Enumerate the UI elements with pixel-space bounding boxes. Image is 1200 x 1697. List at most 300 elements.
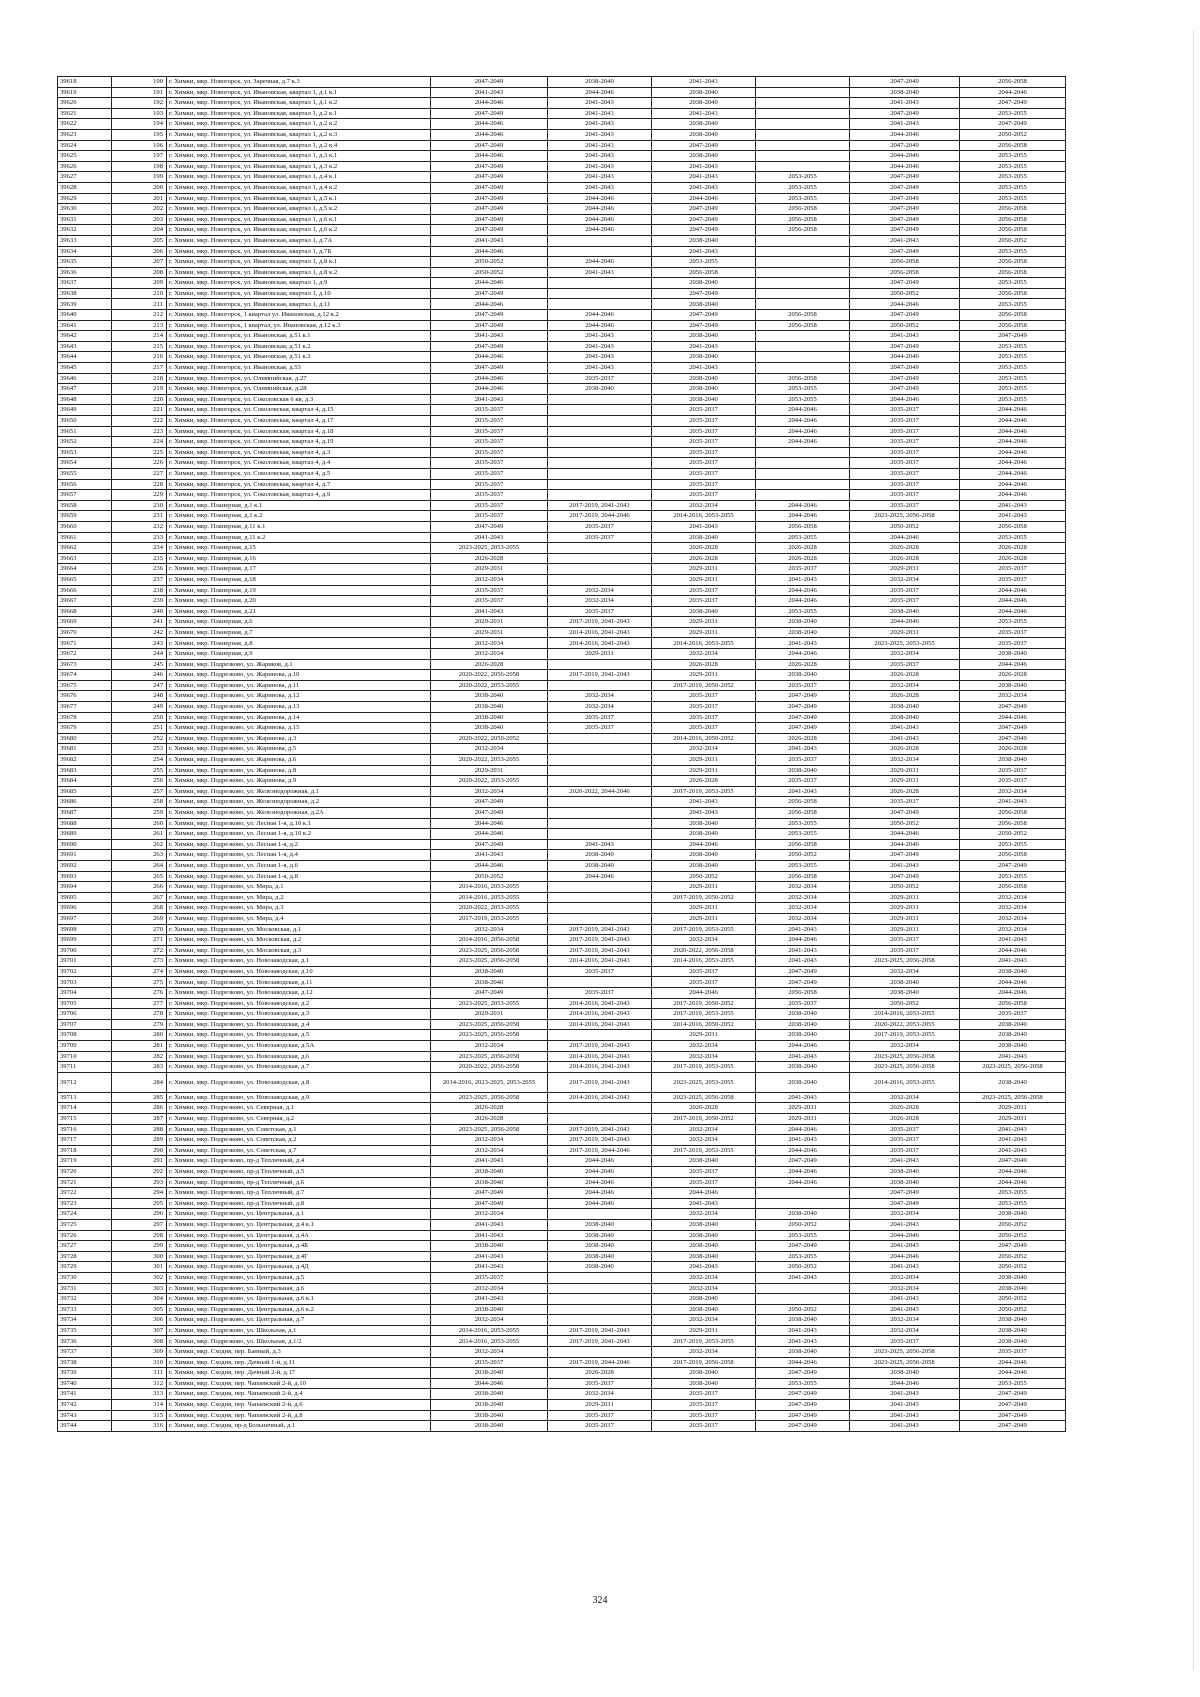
period-1-cell: 2047-2049 [431,797,548,808]
period-4-cell: 2041-2043 [756,1336,850,1347]
address-cell: г. Химки, мкр. Подрезково, ул. Жаринова, д.6 [167,755,431,766]
period-2-cell: 2044-2046 [548,871,652,882]
period-4-cell [756,108,850,119]
period-5-cell: 2032-2034 [850,1209,960,1220]
period-5-cell: 2023-2025, 2053-2055 [850,638,960,649]
period-3-cell: 2032-2034 [652,649,756,660]
period-6-cell: 2041-2043 [960,500,1066,511]
period-1-cell: 2041-2043 [431,850,548,861]
period-5-cell: 2032-2034 [850,1325,960,1336]
period-4-cell: 2050-2052 [756,1262,850,1273]
table-row [58,776,1066,787]
period-4-cell [756,257,850,268]
period-5-cell: 2032-2034 [850,680,960,691]
period-2-cell: 2032-2034 [548,585,652,596]
row-id-cell: 39712 [58,1072,112,1092]
period-5-cell: 2038-2040 [850,702,960,713]
period-6-cell: 2053-2055 [960,617,1066,628]
period-5-cell: 2047-2049 [850,204,960,215]
row-number-cell: 192 [112,98,167,109]
period-5-cell: 2047-2049 [850,373,960,384]
address-cell: г. Химки, мкр. Новогорск, ул. Ивановская, квартал 1, д.11 [167,299,431,310]
row-number-cell: 275 [112,977,167,988]
period-2-cell [548,818,652,829]
period-3-cell: 2032-2034 [652,1283,756,1294]
period-4-cell: 2044-2046 [756,935,850,946]
row-id-cell: 39675 [58,680,112,691]
address-cell: г. Химки, мкр. Подрезково, ул. Лесная 1-я, д.8 [167,871,431,882]
address-cell: г. Химки, мкр. Сходня, пер. Чапаевский 2-й, д.6 [167,1400,431,1411]
period-2-cell [548,490,652,501]
row-number-cell: 197 [112,151,167,162]
table-row [58,405,1066,416]
row-id-cell: 39735 [58,1325,112,1336]
period-3-cell: 2035-2037 [652,1166,756,1177]
period-5-cell: 2038-2040 [850,1368,960,1379]
page-number: 324 [592,1595,608,1606]
row-number-cell: 237 [112,574,167,585]
period-2-cell: 2017-2019, 2044-2046 [548,511,652,522]
period-2-cell [548,543,652,554]
row-number-cell: 301 [112,1262,167,1273]
period-2-cell: 2038-2040 [548,850,652,861]
row-id-cell: 39626 [58,161,112,172]
address-cell: г. Химки, мкр. Подрезково, ул. Центральная, д.4 к.1 [167,1219,431,1230]
address-cell: г. Химки, мкр. Планерная, д.1 к.1 [167,500,431,511]
period-5-cell: 2050-2052 [850,521,960,532]
row-id-cell: 39633 [58,235,112,246]
period-3-cell: 2035-2037 [652,437,756,448]
period-5-cell: 2035-2037 [850,659,960,670]
address-cell: г. Химки, мкр. Подрезково, ул. Лесная 1-я, д.6 [167,860,431,871]
period-3-cell: 2017-2019, 2053-2055 [652,1145,756,1156]
row-id-cell: 39650 [58,416,112,427]
period-5-cell: 2029-2031 [850,564,960,575]
period-5-cell: 2044-2046 [850,617,960,628]
row-number-cell: 291 [112,1156,167,1167]
row-number-cell: 312 [112,1378,167,1389]
row-id-cell: 39674 [58,670,112,681]
period-6-cell: 2038-2040 [960,755,1066,766]
row-id-cell: 39619 [58,87,112,98]
table-row [58,394,1066,405]
period-4-cell: 2038-2040 [756,617,850,628]
table-row [58,172,1066,183]
period-1-cell: 2020-2022, 2053-2055 [431,903,548,914]
period-5-cell: 2047-2049 [850,77,960,88]
period-6-cell: 2047-2049 [960,702,1066,713]
period-3-cell: 2044-2046 [652,988,756,999]
address-cell: г. Химки, мкр. Подрезково, ул. Лесная 1-я, д.10 к.2 [167,829,431,840]
table-row [58,331,1066,342]
row-id-cell: 39733 [58,1304,112,1315]
period-4-cell [756,87,850,98]
row-id-cell: 39665 [58,574,112,585]
period-6-cell: 2053-2055 [960,352,1066,363]
table-row [58,363,1066,374]
period-3-cell: 2032-2034 [652,935,756,946]
table-row [58,1357,1066,1368]
period-2-cell: 2014-2016, 2041-2043 [548,1062,652,1073]
period-6-cell: 2026-2028 [960,744,1066,755]
period-4-cell: 2056-2058 [756,839,850,850]
period-1-cell: 2038-2040 [431,1368,548,1379]
period-2-cell [548,1304,652,1315]
address-cell: г. Химки, мкр. Подрезково, ул. Центральная, д.4Г [167,1251,431,1262]
period-3-cell: 2032-2034 [652,1124,756,1135]
period-5-cell: 2047-2049 [850,850,960,861]
period-6-cell: 2053-2055 [960,161,1066,172]
address-cell: г. Химки, мкр. Подрезково, ул. Жаринова, д.5 [167,744,431,755]
row-id-cell: 39720 [58,1166,112,1177]
period-3-cell: 2029-2031 [652,1030,756,1041]
period-2-cell: 2035-2037 [548,606,652,617]
period-6-cell: 2041-2043 [960,1135,1066,1146]
period-3-cell: 2035-2037 [652,1400,756,1411]
row-id-cell: 39683 [58,765,112,776]
address-cell: г. Химки, мкр. Новогорск, ул. Ивановская, квартал 1, д.1 к.1 [167,87,431,98]
address-cell: г. Химки, мкр. Новогорск, ул. Ивановская, квартал 1, д.2 к.4 [167,140,431,151]
row-id-cell: 39741 [58,1389,112,1400]
address-cell: г. Химки, мкр. Подрезково, ул. Центральная, д.4Б [167,1241,431,1252]
period-6-cell: 2047-2049 [960,119,1066,130]
period-2-cell [548,458,652,469]
address-cell: г. Химки, мкр. Новогорск, ул. Ивановская, квартал 1, д.4 к.2 [167,182,431,193]
period-5-cell: 2047-2049 [850,807,960,818]
period-1-cell: 2035-2037 [431,511,548,522]
period-2-cell [548,426,652,437]
row-id-cell: 39710 [58,1051,112,1062]
period-2-cell [548,659,652,670]
period-1-cell: 2032-2034 [431,1347,548,1358]
period-3-cell: 2035-2037 [652,691,756,702]
period-3-cell: 2020-2022, 2056-2058 [652,945,756,956]
period-3-cell: 2029-2031 [652,913,756,924]
period-2-cell: 2044-2046 [548,1156,652,1167]
row-id-cell: 39687 [58,807,112,818]
period-4-cell: 2044-2046 [756,416,850,427]
table-row [58,161,1066,172]
period-4-cell: 2053-2055 [756,1230,850,1241]
table-row [58,1325,1066,1336]
period-4-cell: 2050-2052 [756,1304,850,1315]
row-number-cell: 220 [112,394,167,405]
period-6-cell: 2038-2040 [960,1019,1066,1030]
period-5-cell: 2038-2040 [850,712,960,723]
period-3-cell: 2044-2046 [652,839,756,850]
row-id-cell: 39684 [58,776,112,787]
address-cell: г. Химки, мкр. Подрезково, ул. Новозаводская, д.6 [167,1051,431,1062]
period-2-cell: 2029-2031 [548,649,652,660]
period-5-cell: 2050-2052 [850,998,960,1009]
period-3-cell: 2041-2043 [652,797,756,808]
period-4-cell: 2038-2040 [756,1315,850,1326]
table-row [58,691,1066,702]
period-1-cell: 2050-2052 [431,871,548,882]
row-number-cell: 306 [112,1315,167,1326]
row-id-cell: 39732 [58,1294,112,1305]
period-2-cell: 2017-2019, 2044-2046 [548,1145,652,1156]
row-number-cell: 270 [112,924,167,935]
period-4-cell [756,341,850,352]
table-row [58,1019,1066,1030]
period-4-cell: 2041-2043 [756,924,850,935]
address-cell: г. Химки, мкр. Новогорск, ул. Ивановская, квартал 1, д.4 к.1 [167,172,431,183]
period-2-cell: 2041-2043 [548,172,652,183]
document-page [57,76,1065,1432]
row-id-cell: 39630 [58,204,112,215]
period-6-cell: 2038-2040 [960,649,1066,660]
period-2-cell: 2014-2016, 2041-2043 [548,1051,652,1062]
period-2-cell: 2014-2016, 2041-2043 [548,998,652,1009]
period-2-cell: 2038-2040 [548,1262,652,1273]
period-5-cell: 2029-2031 [850,924,960,935]
address-cell: г. Химки, мкр. Сходня, пер. Банный, д.3 [167,1347,431,1358]
row-number-cell: 297 [112,1219,167,1230]
address-cell: г. Химки, мкр. Подрезково, ул. Северная, д.1 [167,1103,431,1114]
table-row [58,1421,1066,1432]
period-6-cell: 2041-2043 [960,511,1066,522]
address-cell: г. Химки, мкр. Новогорск, ул. Ивановская, д.51 к.3 [167,352,431,363]
period-2-cell: 2014-2016, 2041-2043 [548,1019,652,1030]
row-number-cell: 210 [112,288,167,299]
period-5-cell: 2050-2052 [850,288,960,299]
row-id-cell: 39676 [58,691,112,702]
table-row [58,903,1066,914]
row-number-cell: 294 [112,1188,167,1199]
row-number-cell: 222 [112,416,167,427]
period-4-cell: 2041-2043 [756,638,850,649]
period-3-cell: 2035-2037 [652,977,756,988]
period-4-cell: 2038-2040 [756,1030,850,1041]
period-6-cell: 2050-2052 [960,1251,1066,1262]
period-3-cell: 2038-2040 [652,235,756,246]
period-5-cell: 2029-2031 [850,765,960,776]
period-3-cell: 2032-2034 [652,1315,756,1326]
address-cell: г. Химки, мкр. Подрезково, ул. Мира, д.1 [167,882,431,893]
period-6-cell: 2053-2055 [960,394,1066,405]
period-5-cell: 2047-2049 [850,384,960,395]
address-cell: г. Химки, мкр. Новогорск, ул. Заречная, д.7 к.3 [167,77,431,88]
period-6-cell: 2050-2052 [960,1304,1066,1315]
table-row [58,818,1066,829]
table-row [58,1198,1066,1209]
period-6-cell: 2056-2058 [960,521,1066,532]
row-number-cell: 246 [112,670,167,681]
table-row [58,1030,1066,1041]
address-cell: г. Химки, мкр. Новогорск, ул. Ивановская, квартал 1, д.7А [167,235,431,246]
row-id-cell: 39642 [58,331,112,342]
table-row [58,871,1066,882]
row-id-cell: 39686 [58,797,112,808]
row-id-cell: 39652 [58,437,112,448]
table-row [58,543,1066,554]
period-5-cell: 2023-2025, 2056-2058 [850,1062,960,1073]
period-6-cell: 2026-2028 [960,553,1066,564]
row-number-cell: 239 [112,596,167,607]
period-6-cell: 2038-2040 [960,1336,1066,1347]
period-1-cell: 2047-2049 [431,363,548,374]
row-id-cell: 39713 [58,1092,112,1103]
period-3-cell: 2038-2040 [652,394,756,405]
period-4-cell: 2044-2046 [756,585,850,596]
period-4-cell: 2044-2046 [756,437,850,448]
row-number-cell: 229 [112,490,167,501]
period-5-cell: 2014-2016, 2053-2055 [850,1009,960,1020]
row-id-cell: 39667 [58,596,112,607]
period-1-cell: 2035-2037 [431,479,548,490]
period-5-cell: 2035-2037 [850,1124,960,1135]
period-6-cell: 2056-2058 [960,310,1066,321]
address-cell: г. Химки, мкр. Планерная, д.20 [167,596,431,607]
period-5-cell: 2038-2040 [850,606,960,617]
period-4-cell: 2041-2043 [756,574,850,585]
address-cell: г. Химки, мкр. Подрезково, ул. Мира, д.3 [167,903,431,914]
period-4-cell: 2050-2052 [756,1219,850,1230]
period-4-cell: 2044-2046 [756,511,850,522]
row-number-cell: 271 [112,935,167,946]
row-id-cell: 39682 [58,755,112,766]
period-1-cell: 2044-2046 [431,1378,548,1389]
period-4-cell: 2038-2040 [756,1019,850,1030]
row-id-cell: 39707 [58,1019,112,1030]
row-id-cell: 39695 [58,892,112,903]
period-4-cell [756,77,850,88]
table-row [58,1156,1066,1167]
period-4-cell: 2035-2037 [756,776,850,787]
period-4-cell: 2047-2049 [756,1389,850,1400]
row-number-cell: 285 [112,1092,167,1103]
period-3-cell: 2038-2040 [652,1294,756,1305]
period-6-cell: 2050-2052 [960,829,1066,840]
period-2-cell: 2035-2037 [548,521,652,532]
address-cell: г. Химки, мкр. Планерная, д.8 [167,638,431,649]
table-row [58,712,1066,723]
period-4-cell [756,1283,850,1294]
period-3-cell: 2047-2049 [652,204,756,215]
row-id-cell: 39632 [58,225,112,236]
row-number-cell: 248 [112,691,167,702]
row-id-cell: 39659 [58,511,112,522]
period-2-cell [548,394,652,405]
row-id-cell: 39688 [58,818,112,829]
row-number-cell: 253 [112,744,167,755]
period-1-cell: 2038-2040 [431,702,548,713]
period-5-cell: 2032-2034 [850,1315,960,1326]
table-row [58,924,1066,935]
table-row [58,1368,1066,1379]
period-5-cell: 2044-2046 [850,839,960,850]
period-3-cell: 2041-2043 [652,182,756,193]
address-cell: г. Химки, мкр. Подрезково, пр-д Тепличный, д.4 [167,1156,431,1167]
row-id-cell: 39680 [58,733,112,744]
period-3-cell: 2017-2019, 2053-2055 [652,924,756,935]
row-id-cell: 39709 [58,1041,112,1052]
table-row [58,998,1066,1009]
period-3-cell: 2032-2034 [652,1272,756,1283]
period-2-cell: 2026-2028 [548,1368,652,1379]
period-6-cell: 2053-2055 [960,246,1066,257]
table-row [58,733,1066,744]
row-number-cell: 232 [112,521,167,532]
period-4-cell: 2035-2037 [756,564,850,575]
row-id-cell: 39701 [58,956,112,967]
period-6-cell: 2035-2037 [960,638,1066,649]
schedule-table [57,76,1066,1432]
period-2-cell [548,1209,652,1220]
period-1-cell: 2038-2040 [431,1177,548,1188]
period-2-cell [548,468,652,479]
row-number-cell: 308 [112,1336,167,1347]
period-4-cell [756,1198,850,1209]
row-number-cell: 252 [112,733,167,744]
address-cell: г. Химки, мкр. Подрезково, ул. Жаринова, д.15 [167,723,431,734]
row-id-cell: 39744 [58,1421,112,1432]
table-row [58,532,1066,543]
row-number-cell: 191 [112,87,167,98]
period-5-cell: 2017-2019, 2053-2055 [850,1030,960,1041]
period-2-cell: 2038-2040 [548,1241,652,1252]
period-1-cell: 2041-2043 [431,87,548,98]
period-2-cell: 2041-2043 [548,363,652,374]
period-3-cell: 2041-2043 [652,108,756,119]
row-number-cell: 217 [112,363,167,374]
table-row [58,384,1066,395]
period-1-cell: 2014-2016, 2053-2055 [431,892,548,903]
period-6-cell: 2032-2034 [960,786,1066,797]
period-4-cell [756,119,850,130]
period-3-cell: 2035-2037 [652,1177,756,1188]
period-3-cell: 2029-2031 [652,564,756,575]
period-3-cell: 2038-2040 [652,129,756,140]
row-id-cell: 39639 [58,299,112,310]
table-row [58,659,1066,670]
period-1-cell: 2044-2046 [431,278,548,289]
period-3-cell: 2038-2040 [652,373,756,384]
period-1-cell: 2035-2037 [431,416,548,427]
row-id-cell: 39724 [58,1209,112,1220]
table-row [58,1272,1066,1283]
row-number-cell: 198 [112,161,167,172]
period-4-cell [756,98,850,109]
period-1-cell: 2029-2031 [431,765,548,776]
period-6-cell: 2044-2046 [960,977,1066,988]
table-row [58,1114,1066,1125]
period-1-cell: 2038-2040 [431,1421,548,1432]
address-cell: г. Химки, мкр. Подрезково, ул. Центральная, д.1 [167,1209,431,1220]
period-1-cell: 2044-2046 [431,129,548,140]
address-cell: г. Химки, мкр. Подрезково, ул. Центральная, д.6 к.1 [167,1294,431,1305]
period-5-cell: 2056-2058 [850,267,960,278]
period-3-cell: 2041-2043 [652,521,756,532]
row-number-cell: 269 [112,913,167,924]
period-5-cell: 2026-2028 [850,670,960,681]
table-row [58,98,1066,109]
period-1-cell: 2014-2016, 2053-2055 [431,1336,548,1347]
period-3-cell: 2026-2028 [652,1103,756,1114]
period-3-cell: 2038-2040 [652,1219,756,1230]
address-cell: г. Химки, мкр. Подрезково, ул. Центральная, д.5 [167,1272,431,1283]
period-4-cell: 2035-2037 [756,755,850,766]
table-row [58,617,1066,628]
table-row [58,468,1066,479]
period-5-cell: 2026-2028 [850,1114,960,1125]
period-3-cell: 2038-2040 [652,352,756,363]
period-5-cell: 2041-2043 [850,1389,960,1400]
period-4-cell: 2044-2046 [756,500,850,511]
period-2-cell: 2044-2046 [548,1198,652,1209]
period-1-cell: 2035-2037 [431,447,548,458]
